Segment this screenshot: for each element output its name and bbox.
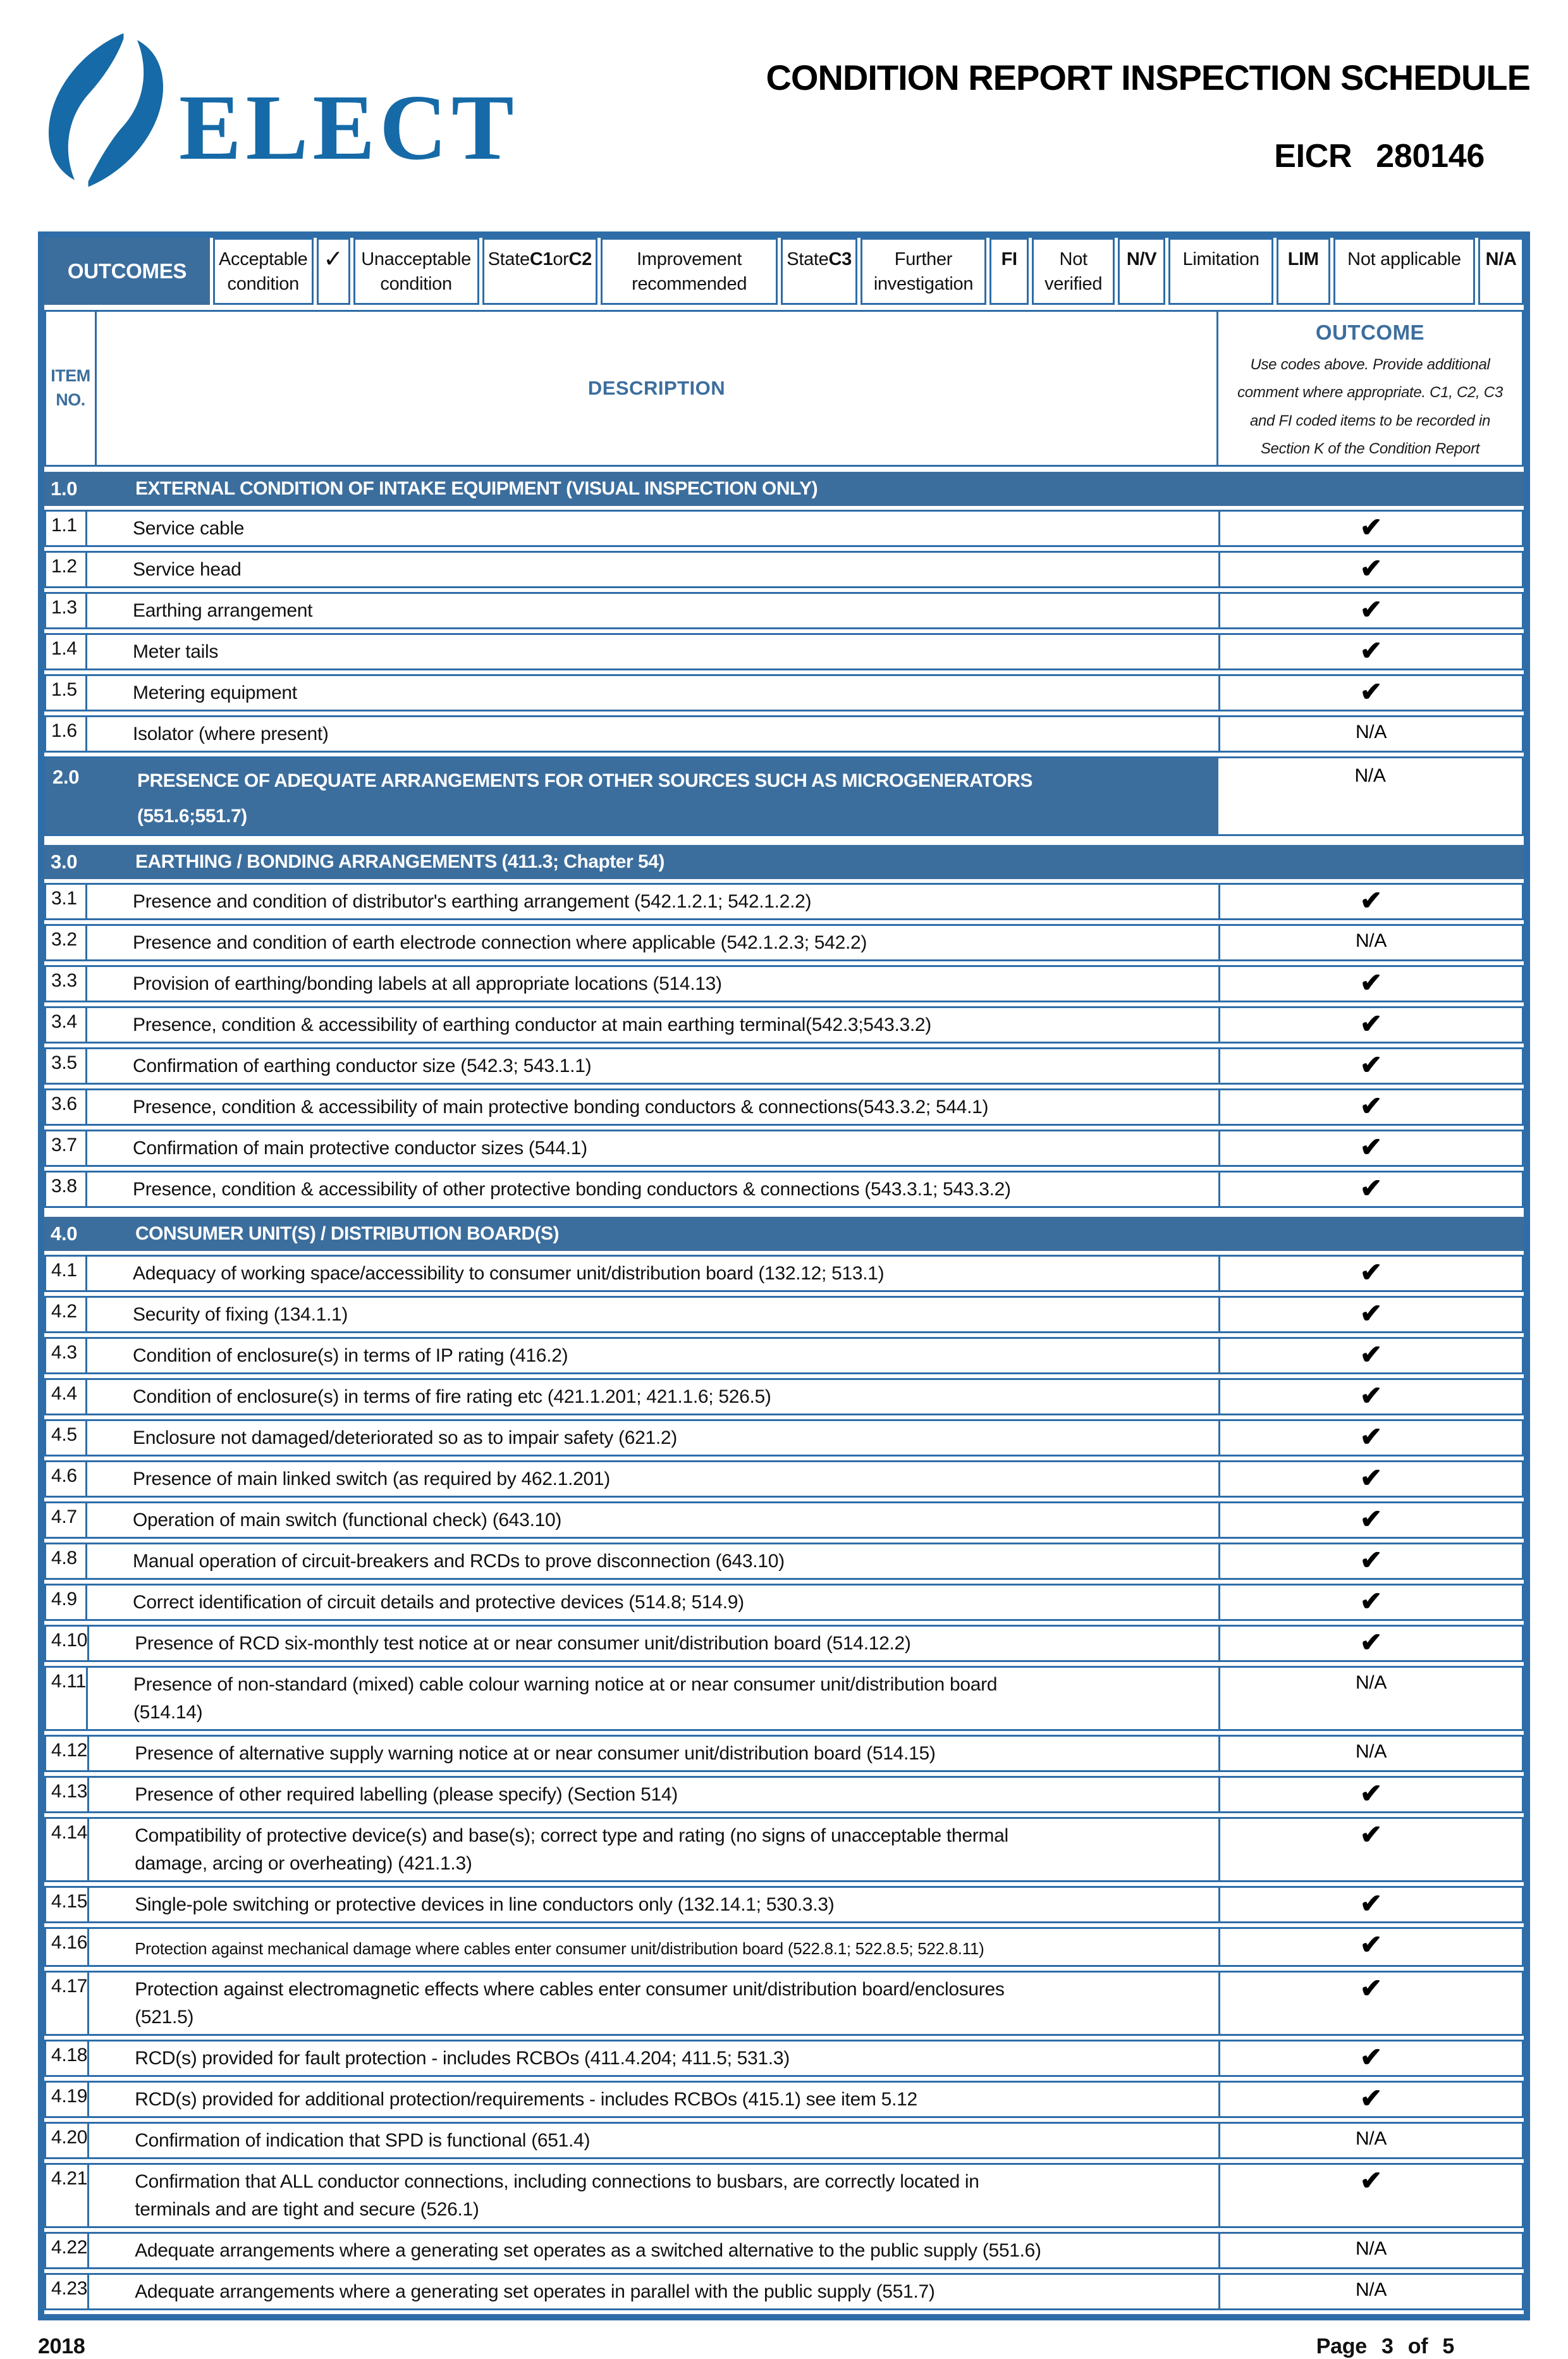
- footer-page-number: Page 3 of 5: [1316, 2334, 1454, 2358]
- outcome-check-icon: ✔: [1360, 968, 1382, 997]
- outcome-check-icon: ✔: [1360, 2083, 1382, 2113]
- item-description: Compatibility of protective device(s) and base(s); correct type and rating (no signs of unacceptable thermal damage, arcing or overheating) (421.1.3): [135, 1825, 1008, 1874]
- report-reference: [766, 137, 1485, 175]
- item-number: 3.7: [46, 1131, 87, 1165]
- outcome-na: N/A: [1354, 765, 1386, 786]
- item-description: Presence, condition & accessibility of other protective bonding conductors & connections (543.3.1; 543.3.2): [133, 1179, 1011, 1200]
- section-header: [44, 845, 1524, 879]
- outcome-check-icon: ✔: [1360, 1009, 1382, 1038]
- item-description: Enclosure not damaged/deteriorated so as to impair safety (621.2): [133, 1427, 677, 1448]
- item-description: Single-pole switching or protective devices in line conductors only (132.14.1; 530.3.3): [135, 1894, 835, 1915]
- outcome-check-icon: ✔: [1360, 885, 1382, 915]
- table-row: [44, 1584, 1524, 1621]
- item-outcome: [1218, 1778, 1522, 1811]
- item-outcome: [1218, 1586, 1522, 1619]
- table-row: [44, 674, 1524, 711]
- item-number: 4.23: [46, 2275, 89, 2308]
- legend-label: Unacceptable condition: [353, 238, 479, 305]
- legend-label: Acceptable condition: [213, 238, 314, 305]
- item-number: 1.4: [46, 635, 87, 668]
- outcome-check-icon: ✔: [1360, 1340, 1382, 1369]
- outcome-check-icon: ✔: [1360, 1132, 1382, 1162]
- footer-year: 2018: [38, 2334, 85, 2358]
- column-header-item-no: ITEM NO.: [46, 312, 97, 465]
- table-row: [44, 883, 1524, 920]
- item-description: Service head: [133, 559, 242, 580]
- item-description: Metering equipment: [133, 682, 297, 703]
- item-number: 4.20: [46, 2124, 89, 2157]
- item-number: 4.17: [46, 1973, 89, 2034]
- item-number: 4.8: [46, 1544, 87, 1578]
- item-description: Protection against electromagnetic effects where cables enter consumer unit/distribution board/enclosures (521.5): [135, 1979, 1005, 2028]
- column-header-outcome: OUTCOME: [1315, 321, 1425, 344]
- table-row: [44, 1460, 1524, 1498]
- outcome-check-icon: ✔: [1360, 1463, 1382, 1493]
- table-row: [44, 1419, 1524, 1457]
- item-outcome: [1218, 967, 1522, 1001]
- outcome-na: N/A: [1355, 2279, 1387, 2300]
- item-outcome: [1218, 676, 1522, 710]
- legend-label: Not verified: [1032, 238, 1115, 305]
- item-outcome: [1218, 553, 1522, 586]
- column-header-description: DESCRIPTION: [97, 312, 1218, 465]
- title-block: [766, 39, 1530, 190]
- item-description: Presence of other required labelling (please specify) (Section 514): [135, 1784, 678, 1805]
- item-number: 4.7: [46, 1503, 87, 1537]
- item-number: 4.16: [46, 1929, 89, 1965]
- select-logo-s-icon: [38, 30, 174, 190]
- outcome-na: N/A: [1355, 1741, 1387, 1762]
- section-header: [44, 1217, 1524, 1251]
- item-description: Security of fixing (134.1.1): [133, 1304, 348, 1325]
- item-description: Presence of RCD six-monthly test notice at or near consumer unit/distribution board (514.12.2): [135, 1633, 911, 1654]
- legend-code-text: N/A: [1485, 249, 1517, 269]
- table-row: [44, 2232, 1524, 2269]
- item-number: 4.22: [46, 2234, 89, 2267]
- section-number: 1.0: [51, 477, 78, 500]
- outcome-check-icon: ✔: [1360, 1627, 1382, 1657]
- item-outcome: [1218, 717, 1522, 751]
- table-row: [44, 633, 1524, 670]
- sections-container: [44, 472, 1524, 2310]
- item-description: Isolator (where present): [133, 724, 329, 744]
- table-row: [44, 1171, 1524, 1208]
- table-row: [44, 924, 1524, 961]
- item-outcome: [1218, 1257, 1522, 1290]
- item-outcome: [1218, 1888, 1522, 1921]
- outcome-check-icon: ✔: [1360, 1381, 1382, 1410]
- select-logo-text: ELECT: [179, 76, 518, 180]
- item-description: Meter tails: [133, 641, 219, 662]
- item-description: Presence of main linked switch (as required by 462.1.201): [133, 1469, 610, 1489]
- item-number: 1.5: [46, 676, 87, 710]
- item-description: Presence, condition & accessibility of earthing conductor at main earthing terminal(542.3;543.3.2): [133, 1014, 931, 1035]
- outcome-note: Use codes above. Provide additional comment where appropriate. C1, C2, C3 and FI coded items to be recorded in Section K of the Condition Report: [1237, 356, 1503, 458]
- table-row: [44, 2040, 1524, 2077]
- item-outcome: [1218, 1929, 1522, 1965]
- item-outcome: [1218, 1131, 1522, 1165]
- item-outcome: [1218, 1090, 1522, 1124]
- section-title: CONSUMER UNIT(S) / DISTRIBUTION BOARD(S): [135, 1223, 559, 1244]
- outcome-check-icon: ✔: [1360, 677, 1382, 706]
- outcome-check-icon: ✔: [1360, 1173, 1382, 1203]
- legend-code-text: C1: [529, 249, 553, 269]
- section-number: 4.0: [51, 1223, 78, 1245]
- section-header-row: [44, 756, 1524, 836]
- legend-code: [1478, 238, 1524, 305]
- item-outcome: [1218, 1339, 1522, 1372]
- item-outcome: [1218, 2275, 1522, 2308]
- table-row: [44, 1378, 1524, 1415]
- legend-code-text: C2: [568, 249, 592, 269]
- section-header: [46, 758, 1218, 834]
- table-row: [44, 1088, 1524, 1126]
- item-description: Manual operation of circuit-breakers and RCDs to prove disconnection (643.10): [133, 1551, 785, 1572]
- legend-label: Further investigation: [861, 238, 986, 305]
- item-outcome: [1218, 758, 1522, 834]
- report-label: EICR: [1274, 138, 1352, 175]
- item-number: 1.3: [46, 594, 87, 627]
- item-description: Confirmation of earthing conductor size (542.3; 543.1.1): [133, 1056, 592, 1076]
- section-header: [44, 472, 1524, 506]
- item-description: Adequacy of working space/accessibility to consumer unit/distribution board (132.12; 513.1): [133, 1263, 885, 1284]
- item-number: 4.5: [46, 1421, 87, 1455]
- table-row: [44, 1255, 1524, 1292]
- item-number: 4.3: [46, 1339, 87, 1372]
- table-row: [44, 1666, 1524, 1731]
- outcome-na: N/A: [1355, 930, 1387, 951]
- legend-code: [317, 238, 350, 305]
- table-row: [44, 1006, 1524, 1044]
- item-number: 4.21: [46, 2165, 89, 2226]
- table-row: [44, 1047, 1524, 1085]
- outcome-check-icon: ✔: [1360, 1091, 1382, 1121]
- item-outcome: [1218, 1668, 1522, 1729]
- item-number: 1.6: [46, 717, 87, 751]
- item-outcome: [1218, 1462, 1522, 1496]
- inspection-schedule-table: [38, 231, 1530, 2320]
- item-outcome: [1218, 885, 1522, 918]
- table-row: [44, 1625, 1524, 1662]
- item-number: 4.6: [46, 1462, 87, 1496]
- item-number: 4.2: [46, 1298, 87, 1331]
- table-row: [44, 1927, 1524, 1967]
- item-description: Confirmation that ALL conductor connections, including connections to busbars, are correctly located in terminals and are tight and secure (526.1): [135, 2171, 979, 2220]
- outcome-na: N/A: [1355, 2128, 1387, 2149]
- legend-code-text: State: [487, 249, 530, 269]
- outcomes-legend-row: [44, 238, 1524, 305]
- legend-label: Improvement recommended: [601, 238, 778, 305]
- section-number: 2.0: [52, 766, 80, 788]
- item-description: Presence, condition & accessibility of main protective bonding conductors & connections(543.3.2; 544.1): [133, 1097, 989, 1118]
- legend-label: Not applicable: [1333, 238, 1476, 305]
- table-row: [44, 1817, 1524, 1882]
- item-description: Confirmation of main protective conductor sizes (544.1): [133, 1138, 587, 1159]
- outcome-check-icon: ✔: [1360, 1930, 1382, 1959]
- item-description: Presence of alternative supply warning notice at or near consumer unit/distribution board (514.15): [135, 1743, 936, 1764]
- item-number: 1.2: [46, 553, 87, 586]
- outcome-check-icon: ✔: [1360, 2042, 1382, 2072]
- table-row: [44, 551, 1524, 588]
- section-title: EXTERNAL CONDITION OF INTAKE EQUIPMENT (VISUAL INSPECTION ONLY): [135, 478, 818, 499]
- item-outcome: [1218, 1973, 1522, 2034]
- item-number: 4.11: [46, 1668, 88, 1729]
- table-row: [44, 965, 1524, 1002]
- item-number: 1.1: [46, 512, 87, 545]
- section-number: 3.0: [51, 851, 78, 873]
- item-description: Provision of earthing/bonding labels at all appropriate locations (514.13): [133, 973, 722, 994]
- item-description: Protection against mechanical damage where cables enter consumer unit/distribution board (522.8.1; 522.8.5; 522.8.11): [135, 1939, 984, 1958]
- item-number: 4.1: [46, 1257, 87, 1290]
- item-outcome: [1218, 1008, 1522, 1042]
- outcome-check-icon: ✔: [1360, 512, 1382, 542]
- outcome-na: N/A: [1355, 1672, 1387, 1693]
- outcome-check-icon: ✔: [1360, 594, 1382, 624]
- item-description: Condition of enclosure(s) in terms of fire rating etc (421.1.201; 421.1.6; 526.5): [133, 1386, 771, 1407]
- item-outcome: [1218, 1298, 1522, 1331]
- outcome-check-icon: ✔: [1360, 1545, 1382, 1575]
- outcome-check-icon: ✔: [1360, 1888, 1382, 1918]
- item-outcome: [1218, 594, 1522, 627]
- section-title: EARTHING / BONDING ARRANGEMENTS (411.3; Chapter 54): [135, 851, 665, 872]
- item-outcome: [1218, 1173, 1522, 1206]
- select-logo: [38, 39, 518, 190]
- item-number: 3.6: [46, 1090, 87, 1124]
- item-outcome: [1218, 1421, 1522, 1455]
- item-outcome: [1218, 635, 1522, 668]
- table-row: [44, 1543, 1524, 1580]
- item-description: Earthing arrangement: [133, 600, 313, 621]
- page-footer: [38, 2334, 1530, 2359]
- table-row: [44, 1886, 1524, 1923]
- item-number: 3.1: [46, 885, 87, 918]
- item-outcome: [1218, 1819, 1522, 1880]
- item-description: Condition of enclosure(s) in terms of IP rating (416.2): [133, 1345, 568, 1366]
- item-number: 4.12: [46, 1737, 89, 1770]
- table-row: [44, 715, 1524, 753]
- column-header-row: [44, 310, 1524, 467]
- item-outcome: [1218, 512, 1522, 545]
- item-outcome: [1218, 2165, 1522, 2226]
- legend-code: [1118, 238, 1165, 305]
- table-row: [44, 592, 1524, 629]
- item-number: 4.10: [46, 1627, 89, 1660]
- item-description: Adequate arrangements where a generating set operates as a switched alternative to the public supply (551.6): [135, 2240, 1041, 2261]
- outcome-na: N/A: [1355, 722, 1387, 742]
- item-outcome: [1218, 2234, 1522, 2267]
- outcome-check-icon: ✔: [1360, 1298, 1382, 1328]
- item-description: RCD(s) provided for fault protection - includes RCBOs (411.4.204; 411.5; 531.3): [135, 2048, 790, 2069]
- table-row: [44, 1501, 1524, 1539]
- legend-code-text: C3: [828, 249, 852, 269]
- legend-label: Limitation: [1168, 238, 1273, 305]
- item-outcome: [1218, 2042, 1522, 2075]
- legend-code-text: N/V: [1126, 249, 1157, 269]
- legend-code: [1277, 238, 1330, 305]
- tick-code-icon: ✓: [323, 246, 343, 273]
- item-description: Correct identification of circuit details and protective devices (514.8; 514.9): [133, 1592, 744, 1613]
- item-description: Service cable: [133, 518, 245, 539]
- outcome-check-icon: ✔: [1360, 1257, 1382, 1287]
- item-outcome: [1218, 1737, 1522, 1770]
- legend-code-text: State: [787, 249, 829, 269]
- table-row: [44, 510, 1524, 547]
- report-number: 280146: [1376, 138, 1485, 175]
- item-description: Presence of non-standard (mixed) cable colour warning notice at or near consumer unit/distribution board (514.14): [133, 1674, 998, 1723]
- item-number: 4.18: [46, 2042, 89, 2075]
- table-row: [44, 2122, 1524, 2159]
- legend-code: [781, 238, 857, 305]
- table-row: [44, 1776, 1524, 1813]
- item-number: 3.2: [46, 926, 87, 959]
- item-description: Operation of main switch (functional check) (643.10): [133, 1510, 562, 1531]
- item-outcome: [1218, 926, 1522, 959]
- item-number: 4.19: [46, 2083, 89, 2116]
- item-description: Confirmation of indication that SPD is functional (651.4): [135, 2130, 591, 2151]
- outcome-check-icon: ✔: [1360, 1050, 1382, 1080]
- item-description: Presence and condition of earth electrode connection where applicable (542.1.2.3; 542.2): [133, 932, 867, 953]
- item-number: 4.15: [46, 1888, 89, 1921]
- item-outcome: [1218, 1627, 1522, 1660]
- legend-code: [482, 238, 597, 305]
- page-title: CONDITION REPORT INSPECTION SCHEDULE: [766, 58, 1530, 97]
- section-title: PRESENCE OF ADEQUATE ARRANGEMENTS FOR OTHER SOURCES SUCH AS MICROGENERATORS (551.6;551.7): [137, 770, 1032, 827]
- item-number: 3.5: [46, 1049, 87, 1083]
- outcome-check-icon: ✔: [1360, 1778, 1382, 1808]
- item-outcome: [1218, 1380, 1522, 1414]
- outcome-check-icon: ✔: [1360, 1820, 1382, 1849]
- item-outcome: [1218, 1049, 1522, 1083]
- item-outcome: [1218, 2083, 1522, 2116]
- item-number: 3.3: [46, 967, 87, 1001]
- outcome-check-icon: ✔: [1360, 553, 1382, 583]
- table-row: [44, 1735, 1524, 1772]
- item-number: 4.9: [46, 1586, 87, 1619]
- item-number: 4.14: [46, 1819, 89, 1880]
- table-row: [44, 2273, 1524, 2310]
- item-description: Adequate arrangements where a generating set operates in parallel with the public supply (551.7): [135, 2281, 935, 2302]
- table-row: [44, 1130, 1524, 1167]
- table-row: [44, 1971, 1524, 2036]
- outcome-check-icon: ✔: [1360, 1504, 1382, 1534]
- outcomes-legend-title: OUTCOMES: [44, 238, 210, 305]
- item-description: Presence and condition of distributor's earthing arrangement (542.1.2.1; 542.1.2.2): [133, 891, 812, 912]
- item-number: 3.8: [46, 1173, 87, 1206]
- outcome-check-icon: ✔: [1360, 636, 1382, 665]
- outcome-check-icon: ✔: [1360, 2165, 1382, 2195]
- table-row: [44, 2081, 1524, 2118]
- legend-code: [989, 238, 1029, 305]
- legend-code-text: or: [553, 249, 569, 269]
- outcome-check-icon: ✔: [1360, 1973, 1382, 2003]
- item-outcome: [1218, 1544, 1522, 1578]
- legend-code-text: FI: [1001, 249, 1017, 269]
- item-number: 3.4: [46, 1008, 87, 1042]
- outcome-check-icon: ✔: [1360, 1586, 1382, 1616]
- item-outcome: [1218, 1503, 1522, 1537]
- item-number: 4.4: [46, 1380, 87, 1414]
- outcome-check-icon: ✔: [1360, 1422, 1382, 1451]
- item-description: RCD(s) provided for additional protection/requirements - includes RCBOs (415.1) see item 5.12: [135, 2089, 917, 2110]
- item-outcome: [1218, 2124, 1522, 2157]
- table-row: [44, 1296, 1524, 1333]
- table-row: [44, 1337, 1524, 1374]
- outcome-na: N/A: [1355, 2238, 1387, 2259]
- legend-code-text: LIM: [1287, 249, 1319, 269]
- page-header: [38, 0, 1530, 190]
- column-header-outcome-cell: [1218, 312, 1522, 465]
- item-number: 4.13: [46, 1778, 89, 1811]
